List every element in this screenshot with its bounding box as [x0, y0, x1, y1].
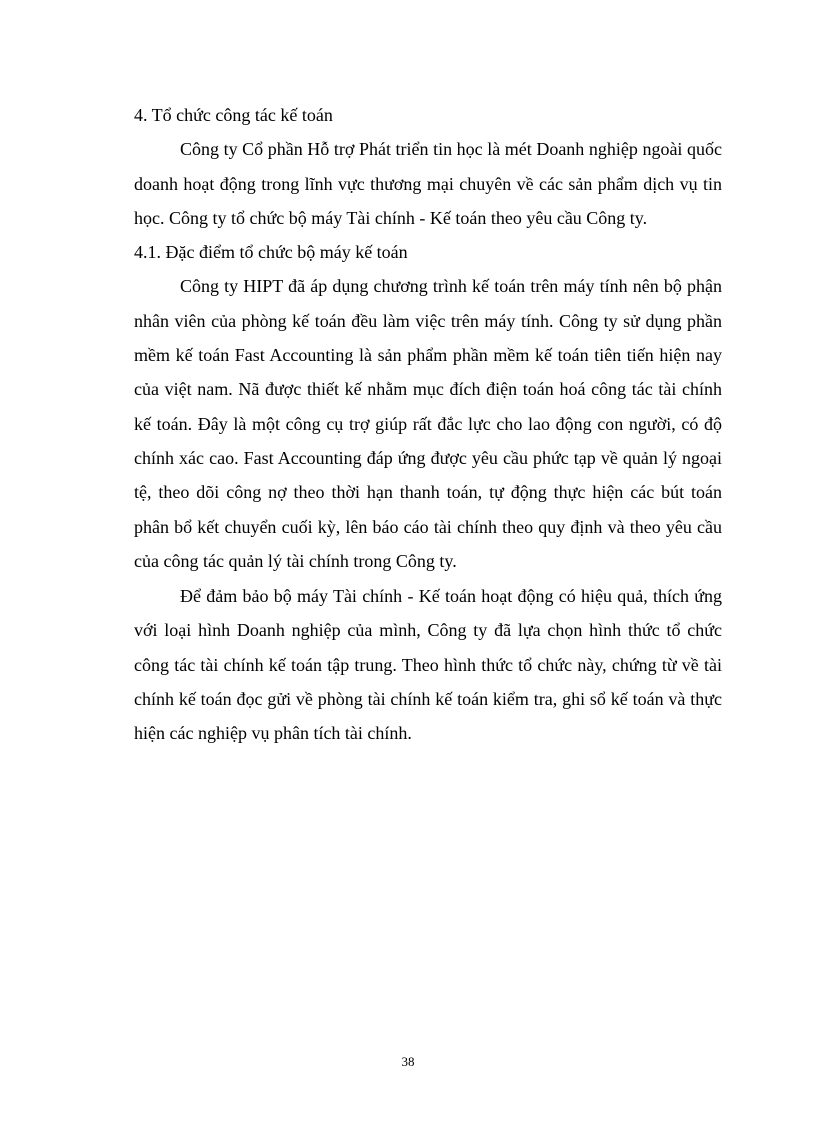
- intro-paragraph: Công ty Cổ phần Hỗ trợ Phát triển tin học là mét Doanh nghiệp ngoài quốc doanh hoạt động trong lĩnh vực thương mại chuyên về các sản phẩm dịch vụ tin học. Công ty tổ chức bộ máy Tài chính - Kế toán theo yêu cầu Công ty.: [134, 139, 722, 228]
- paragraph-organization: Để đảm bảo bộ máy Tài chính - Kế toán hoạt động có hiệu quả, thích ứng với loại hình Doanh nghiệp của mình, Công ty đã lựa chọn hình thức tổ chức công tác tài chính kế toán tập trung. Theo hình thức tổ chức này, chứng từ về tài chính kế toán đọc gửi về phòng tài chính kế toán kiểm tra, ghi sổ kế toán và thực hiện các nghiệp vụ phân tích tài chính.: [134, 586, 722, 744]
- page-number: 38: [401, 1054, 415, 1069]
- page-body: [134, 98, 722, 751]
- paragraph-software: Công ty HIPT đã áp dụng chương trình kế toán trên máy tính nên bộ phận nhân viên của phòng kế toán đều làm việc trên máy tính. Công ty sử dụng phần mềm kế toán Fast Accounting là sản phẩm phần mềm kế toán tiên tiến hiện nay của việt nam. Nã được thiết kế nhằm mục đích điện toán hoá công tác tài chính kế toán. Đây là một công cụ trợ giúp rất đắc lực cho lao động con người, có độ chính xác cao. Fast Accounting đáp ứng được yêu cầu phức tạp về quản lý ngoại tệ, theo dõi công nợ theo thời hạn thanh toán, tự động thực hiện các bút toán phân bổ kết chuyển cuối kỳ, lên báo cáo tài chính theo quy định và theo yêu cầu của công tác quản lý tài chính trong Công ty.: [134, 276, 722, 571]
- section-heading: 4. Tổ chức công tác kế toán: [134, 105, 333, 125]
- subsection-heading: 4.1. Đặc điểm tổ chức bộ máy kế toán: [134, 242, 408, 263]
